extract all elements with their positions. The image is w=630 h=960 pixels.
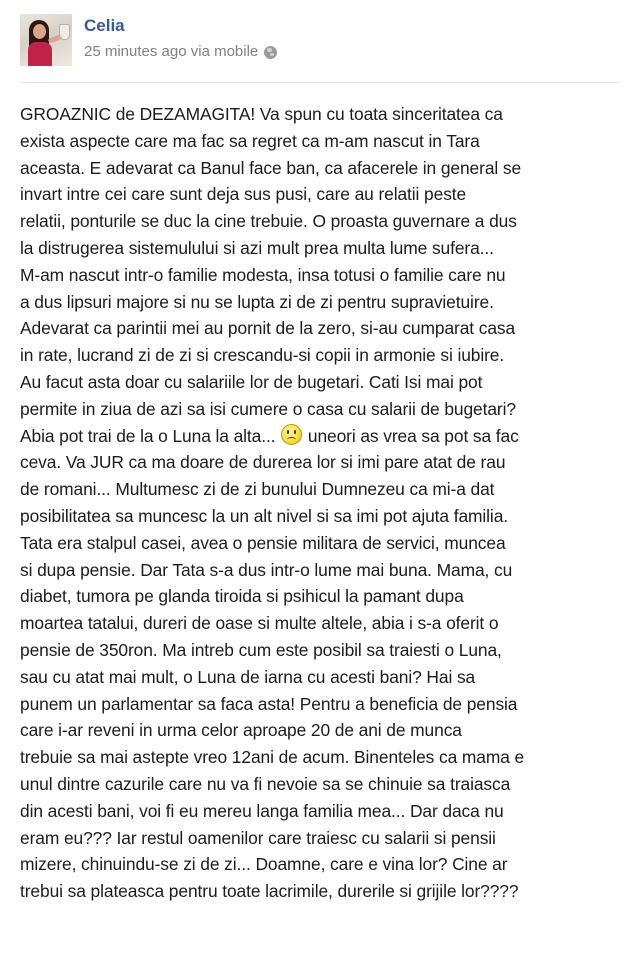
post-text-line: diabet, tumora pe glanda tiroida si psihicul la pamant dupa	[20, 586, 464, 607]
post-text-line: in rate, lucrand zi de zi si crescandu-si copii in armonie si iubire.	[20, 345, 505, 366]
frown-emoticon-icon	[281, 424, 302, 445]
post-text-line: mizere, chinuindu-se zi de zi... Doamne, care e vina lor? Cine ar	[20, 854, 508, 875]
post-text-line: a dus lipsuri majore si nu se lupta zi de zi pentru supravietuire.	[20, 291, 494, 312]
post-text-line: care i-ar reveni in urma celor aproape 20 de ani de munca	[20, 720, 462, 741]
post-text-line: eram eu??? Iar restul oamenilor care traiesc cu salarii si pensii	[20, 827, 496, 848]
post-text-line: pensie de 350ron. Ma intreb cum este posibil sa traiesti o Luna,	[20, 639, 502, 660]
post-text-line: posibilitatea sa muncesc la un alt nivel si sa imi pot ajuta familia.	[20, 505, 509, 526]
post-text-segment: Abia pot trai de la o Luna la alta...	[20, 425, 281, 446]
post-timestamp[interactable]: 25 minutes ago via mobile	[84, 43, 259, 60]
post-text-line: exista aspecte care ma fac sa regret ca m-am nascut in Tara	[20, 130, 480, 151]
post-meta	[84, 14, 277, 62]
post-text-line: Tata era stalpul casei, avea o pensie militara de servici, muncea	[20, 532, 506, 553]
post-text-line: M-am nascut intr-o familie modesta, insa totusi o familie care nu	[20, 264, 506, 285]
post-text-line: moartea tatalui, dureri de oase si multe altele, abia i s-a oferit o	[20, 613, 499, 634]
post-text-line: ceva. Va JUR ca ma doare de durerea lor si imi pare atat de rau	[20, 452, 506, 473]
post-text-line: unul dintre cazurile care nu va fi nevoie sa se chinuie sa traiasca	[20, 773, 511, 794]
post-text-line: si dupa pensie. Dar Tata s-a dus intr-o lume mai buna. Mama, cu	[20, 559, 513, 580]
post-text-line: relatii, ponturile se duc la cine trebuie. O proasta guvernare a dus	[20, 211, 517, 232]
post-text-line: permite in ziua de azi sa isi cumere o casa cu salarii de bugetari?	[20, 398, 516, 419]
post-text-line: trebuie sa mai astepte vreo 12ani de acum. Binenteles ca mama e	[20, 747, 525, 768]
post-header	[20, 14, 277, 68]
post-text-line: Au facut asta doar cu salariile lor de bugetari. Cati Isi mai pot	[20, 371, 483, 392]
post-text-line: trebui sa plateasca pentru toate lacrimile, durerile si grijile lor????	[20, 881, 519, 902]
post-text-line: GROAZNIC de DEZAMAGITA! Va spun cu toata sinceritatea ca	[20, 104, 503, 124]
post-text-line: aceasta. E adevarat ca Banul face ban, ca afacerele in general se	[20, 157, 522, 178]
avatar[interactable]	[20, 14, 72, 66]
post-text-segment: uneori as vrea sa pot sa fac	[303, 425, 519, 446]
post-text-line: invart intre cei care sunt deja sus pusi, care au relatii peste	[20, 184, 467, 205]
post-text-line: punem un parlamentar sa faca asta! Pentru a beneficia de pensia	[20, 693, 518, 714]
post-text-line: de romani... Multumesc zi de zi bunului Dumnezeu ca mi-a dat	[20, 479, 495, 500]
globe-icon[interactable]	[264, 46, 277, 59]
author-name-link[interactable]: Celia	[84, 16, 125, 35]
post-text-line: la distrugerea sistemulului si azi mult prea multa lume sufera...	[20, 237, 494, 258]
header-divider	[20, 82, 620, 83]
post-text-line: sau cu atat mai mult, o Luna de iarna cu acesti bani? Hai sa	[20, 666, 476, 687]
post-text-line: din acesti bani, voi fi eu mereu langa familia mea... Dar daca nu	[20, 800, 504, 821]
post-text-line: Adevarat ca parintii mei au pornit de la zero, si-au cumparat casa	[20, 318, 516, 339]
post-text-line-emoticon	[20, 423, 620, 450]
post-body	[20, 101, 620, 905]
post-subtitle	[84, 42, 277, 62]
